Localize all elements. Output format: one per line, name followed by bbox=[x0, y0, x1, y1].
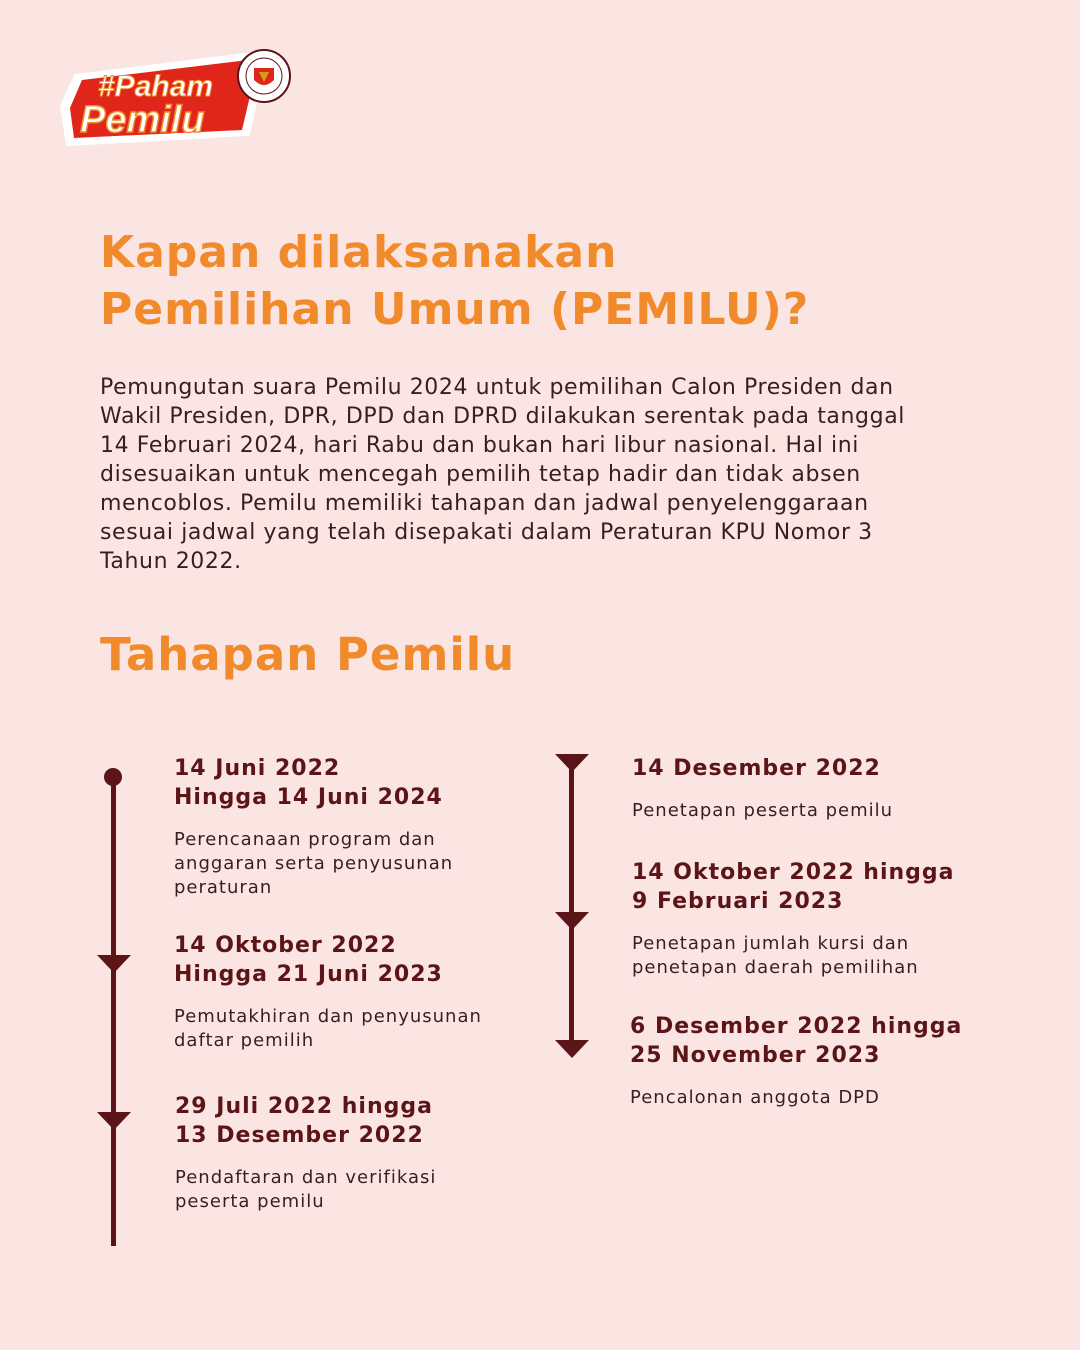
paham-pemilu-logo bbox=[58, 46, 298, 150]
timeline-date: 29 Juli 2022 hingga 13 Desember 2022 bbox=[175, 1094, 433, 1148]
timeline-start-dot bbox=[104, 768, 122, 786]
timeline-date: 6 Desember 2022 hingga 25 November 2023 bbox=[630, 1014, 963, 1068]
timeline-item bbox=[174, 931, 534, 1053]
title-line-2: Pemilihan Umum (PEMILU)? bbox=[100, 284, 810, 335]
timeline-line-left bbox=[111, 776, 116, 1246]
timeline-arrow-icon bbox=[555, 1040, 589, 1058]
timeline-arrow-icon bbox=[555, 754, 589, 772]
timeline-item bbox=[174, 754, 534, 900]
timeline-arrow-icon bbox=[97, 955, 131, 973]
timeline-arrow-icon bbox=[555, 912, 589, 930]
timeline-item bbox=[630, 1012, 1050, 1110]
timeline-date: 14 Oktober 2022 Hingga 21 Juni 2023 bbox=[174, 933, 443, 987]
timeline-item bbox=[632, 754, 1052, 823]
logo-line2: Pemilu bbox=[80, 99, 205, 141]
timeline-description: Penetapan jumlah kursi dan penetapan daerah pemilihan bbox=[632, 933, 919, 978]
timeline-date: 14 Desember 2022 bbox=[632, 756, 881, 781]
timeline-date: 14 Juni 2022 Hingga 14 Juni 2024 bbox=[174, 756, 443, 810]
timeline-description: Perencanaan program dan anggaran serta penyusunan peraturan bbox=[174, 829, 454, 898]
page-title bbox=[100, 224, 1000, 338]
kpu-badge-icon bbox=[238, 50, 290, 102]
timeline-item bbox=[632, 858, 1052, 980]
title-line-1: Kapan dilaksanakan bbox=[100, 227, 618, 278]
timeline-line-right bbox=[569, 756, 574, 1046]
timeline-description: Pemutakhiran dan penyusunan daftar pemilih bbox=[174, 1006, 482, 1051]
timeline-item bbox=[175, 1092, 535, 1214]
timeline-description: Pencalonan anggota DPD bbox=[630, 1087, 880, 1108]
logo-line1: #Paham bbox=[98, 70, 214, 103]
timeline-arrow-icon bbox=[97, 1112, 131, 1130]
timeline-description: Penetapan peserta pemilu bbox=[632, 800, 894, 821]
intro-paragraph: Pemungutan suara Pemilu 2024 untuk pemilihan Calon Presiden dan Wakil Presiden, DPR, DPD dan DPRD dilakukan serentak pada tanggal 14 Februari 2024, hari Rabu dan bukan hari libur nasional. Hal ini disesuaikan untuk mencegah pemilih tetap hadir dan tidak absen mencoblos. Pemilu memiliki tahapan dan jadwal penyelenggaraan sesuai jadwal yang telah disepakati dalam Peraturan KPU Nomor 3 Tahun 2022. bbox=[100, 375, 905, 574]
timeline-description: Pendaftaran dan verifikasi peserta pemilu bbox=[175, 1167, 437, 1212]
section-title: Tahapan Pemilu bbox=[100, 628, 516, 681]
timeline-date: 14 Oktober 2022 hingga 9 Februari 2023 bbox=[632, 860, 955, 914]
